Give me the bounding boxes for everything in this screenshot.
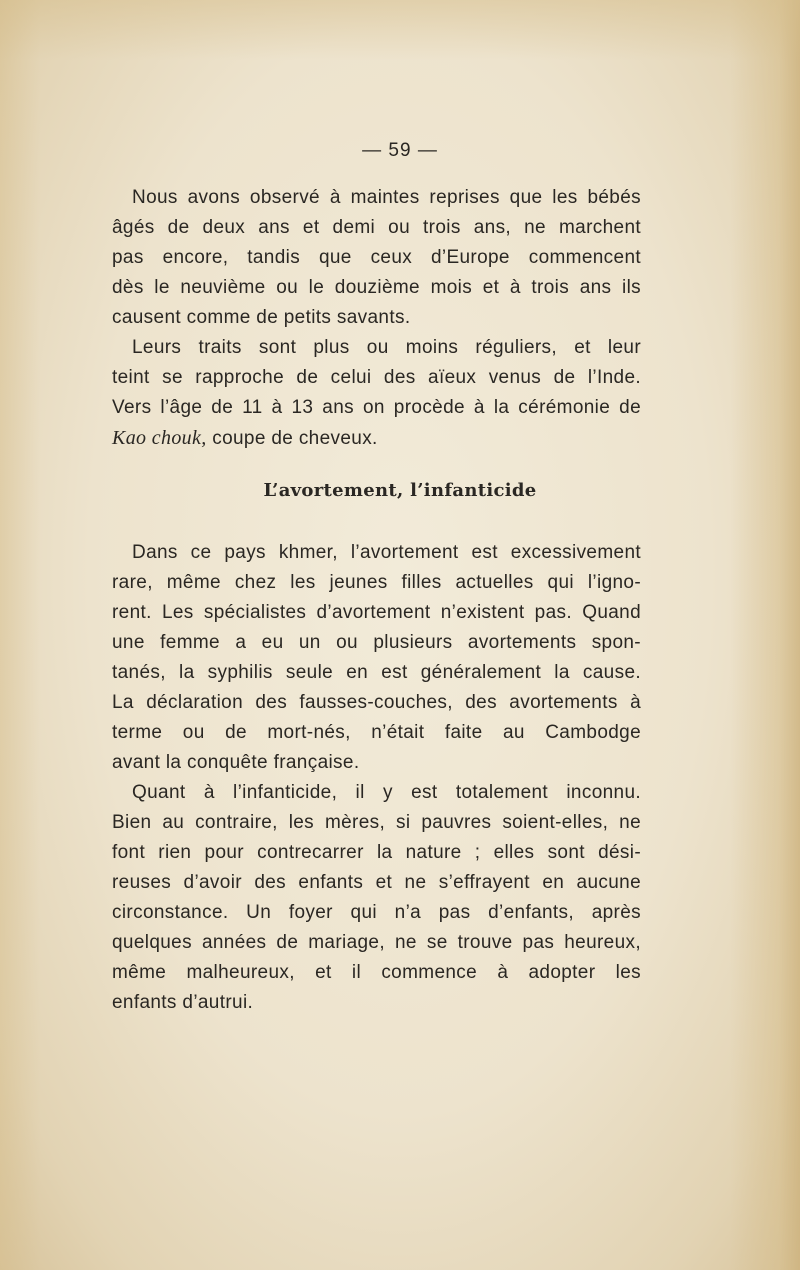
page-number: — 59 — <box>362 140 438 161</box>
paragraph-4-line: reuses d’avoir des enfants et ne s’effrayent en aucune <box>112 872 641 893</box>
italic-term: Kao chouk, <box>112 427 207 449</box>
text-block-lower <box>112 538 641 1018</box>
paragraph-2-last-text: coupe de cheveux. <box>206 428 378 449</box>
paragraph-1-line: dès le neuvième ou le douzième mois et à trois ans ils <box>112 277 641 298</box>
paragraph-2-line: Leurs traits sont plus ou moins réguliers, et leur <box>132 337 641 358</box>
section-heading: L’avortement, l’infanticide <box>263 480 537 501</box>
page-edge-shadow-right <box>730 0 800 1270</box>
paragraph-3-line: tanés, la syphilis seule en est généralement la cause. <box>112 662 641 683</box>
paragraph-4-line: circonstance. Un foyer qui n’a pas d’enfants, après <box>112 902 641 923</box>
paragraph-1-line: Nous avons observé à maintes reprises que les bébés <box>132 187 641 208</box>
paragraph-4-line: Bien au contraire, les mères, si pauvres soient-elles, ne <box>112 812 641 833</box>
paragraph-4-line: quelques années de mariage, ne se trouve pas heureux, <box>112 932 641 953</box>
paragraph-4-line: Quant à l’infanticide, il y est totalement inconnu. <box>132 782 641 803</box>
paragraph-2-line: Vers l’âge de 11 à 13 ans on procède à la cérémonie de <box>112 397 641 418</box>
paragraph-3-line: terme ou de mort-nés, n’était faite au Cambodge <box>112 722 641 743</box>
paragraph-1-line: âgés de deux ans et demi ou trois ans, ne marchent <box>112 217 641 238</box>
paragraph-1-line: causent comme de petits savants. <box>112 307 411 328</box>
paragraph-3-line: rent. Les spécialistes d’avortement n’existent pas. Quand <box>112 602 641 623</box>
paragraph-3-line: Dans ce pays khmer, l’avortement est excessivement <box>132 542 641 563</box>
paragraph-3-line: rare, même chez les jeunes filles actuelles qui l’igno- <box>112 572 641 593</box>
text-block-upper <box>112 183 641 453</box>
paragraph-3-line: avant la conquête française. <box>112 752 360 773</box>
paragraph-2-last-line <box>112 423 641 453</box>
paragraph-2-line: teint se rapproche de celui des aïeux venus de l’Inde. <box>112 367 641 388</box>
paragraph-4-line: font rien pour contrecarrer la nature ; elles sont dési- <box>112 842 641 863</box>
page-edge-shadow-left <box>0 0 40 1270</box>
page-edge-shadow-top <box>0 0 800 60</box>
paragraph-4-line: enfants d’autrui. <box>112 992 254 1013</box>
paragraph-1-line: pas encore, tandis que ceux d’Europe commencent <box>112 247 641 268</box>
paragraph-3-line: La déclaration des fausses-couches, des avortements à <box>112 692 641 713</box>
paragraph-3-line: une femme a eu un ou plusieurs avortements spon- <box>112 632 641 653</box>
paragraph-4-line: même malheureux, et il commence à adopter les <box>112 962 641 983</box>
